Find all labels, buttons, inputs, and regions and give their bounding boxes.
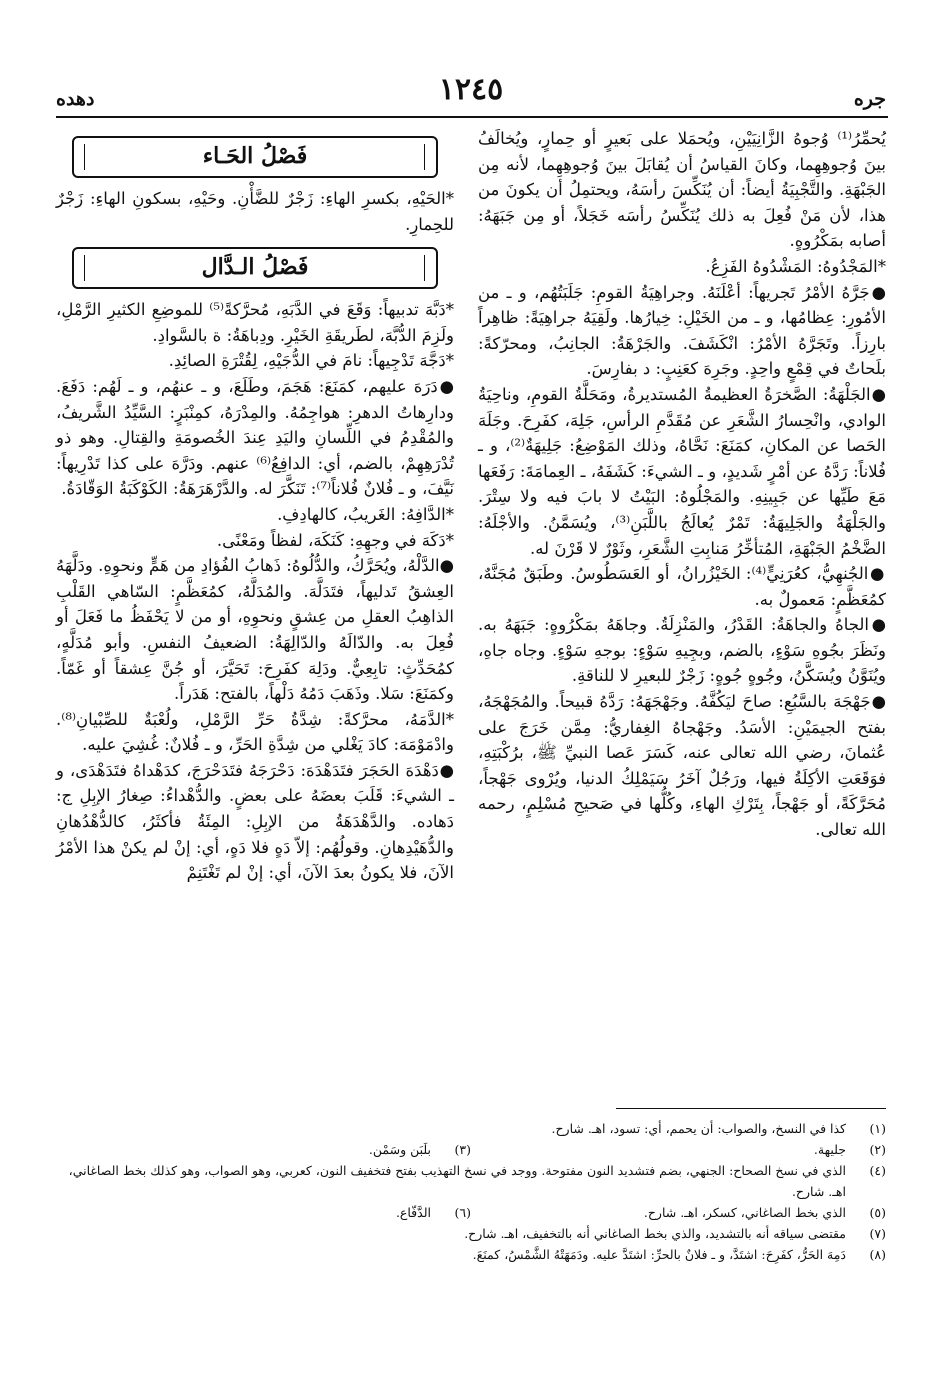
entry-paragraph: *دَجَّهَ تَدْجِيهاً: نامَ في الدُّجَيْهِ، لِقُتْرَةِ الصائِدِ. xyxy=(168,351,454,371)
header-rule xyxy=(56,116,888,118)
entry-paragraph: *دَكَهَ في وجهِهِ: كَنَكَهَ، لفظاً ومَعْنًى. xyxy=(216,530,454,550)
section-heading-ha: فَصْلُ الحَـاء xyxy=(72,136,438,178)
entry-paragraph: *الدَّافِهُ: الغَريبُ، كالهادِفِ. xyxy=(277,504,454,524)
footnote xyxy=(56,1223,886,1244)
footnote-number: (١) xyxy=(869,1121,886,1136)
entry-paragraph: ●جَرَّهُ الأمْرُ تَجريهاً: أعْلَنَهُ. وجراهِيَةُ القومِ: جَلَبَتُهُم، و ـ من الأمُورِ: عِظامُها، و ـ من الخَيْلِ: خِيارُها. ولَقِيَهُ جراهِيَةً: ظاهِراً بارِزاً. وتَجَرَّهُ الأمْرُ: انْكَشَفَ. والجَرْهَةُ: الجانِبُ، ومحرّكةً: بلَحاتٌ في قِمْعٍ واحِدٍ. وجَرِهَ كعَنِبٍ: د بفارِسَ. xyxy=(478,282,886,379)
footnote-text: بلَبَن وسَمْن. xyxy=(368,1142,431,1157)
entry-paragraph: ●الجَلْهَةُ: الصَّخرَةُ العظيمةُ المُستديرةُ، ومَحَلَّةُ القومِ، وناحِيَةُ الوادي، وانْحِسارُ الشَّعَرِ عن مُقَدَّمِ الرأسِ، جَلِهَ، كفَرِحَ. وجَلَهَ الحَصا عن المكانِ، كمَنَعَ: نَحَّاهُ، وذلك المَوْضِعُ: جَلِيهَةٌ⁽²⁾، و ـ فُلاناً: رَدَّهُ عن أمْرٍ شَديدٍ، و ـ الشيءَ: كَشَفَهُ، ـ العِمامَةَ: رَفَعَها مَعَ طَيِّها عن جَبِينِهِ. والمَجْلُوهُ: البَيْتُ لا بابَ فيه ولا سِتْرَ. والجَلْهَةُ والجَلِيهَةُ: تَمْرٌ يُعالَجُ باللَّبَنِ⁽³⁾، ويُسَمَّنُ. والأجْلَهُ: الضَّخْمُ الجَبْهَةِ، المُتأخِّرُ مَنابِتِ الشَّعَرِ، وثَوْرٌ لا قَرْنَ له. xyxy=(478,384,886,558)
footnote-pair xyxy=(56,1139,886,1160)
footnote-number: (٨) xyxy=(869,1247,886,1262)
entry-paragraph: *دَبَّهَ تدبيهاً: وَقَعَ في الدَّبَهِ، مُحرَّكةً⁽⁵⁾ للموضِعِ الكثيرِ الرَّمْلِ، ولَزِمَ الدُّبَّهَ، لطَريقَةِ الخَيْرِ. ودِباهَةُ: ة بالسَّوادِ. xyxy=(56,300,455,345)
header-catchword-right: جره xyxy=(853,88,886,110)
entry-paragraph: *الدَّمَهُ، محرَّكةً: شِدَّةُ حَرِّ الرَّمْلِ، ولُعْبَةٌ للصِّبْيانِ⁽⁸⁾. وادْمَوْمَهَ: كادَ يَغْلي من شِدَّةِ الحَرِّ، و ـ فُلانٌ: غُشِيَ عليه. xyxy=(56,709,454,755)
footnote-text: مقتضى سياقه أنه بالتشديد، والذي بخط الصاغاني أنه بالتخفيف، اهـ. شارح. xyxy=(464,1226,846,1241)
footnote-number: (٦) xyxy=(454,1205,471,1220)
footnote xyxy=(56,1244,886,1265)
footnote xyxy=(56,1118,886,1139)
entry-paragraph: *المَجْدُوهُ: المَشْدُوهُ الفَزِعُ. xyxy=(705,256,886,276)
page-number: ١٢٤٥ xyxy=(438,72,504,107)
footnote-text: جليهة. xyxy=(813,1142,846,1157)
left-column xyxy=(56,126,454,886)
footnote-number: (٥) xyxy=(869,1205,886,1220)
page-header xyxy=(56,70,886,110)
entry-paragraph: ●الجُنهِيُّ، كعُرَنِيٍّ⁽⁴⁾: الخَيْزُرانُ، أو العَسَطُوسُ. وطَبَقٌ مُجَنَّهٌ، كمُعَظَّمٍ: مَعمولٌ به. xyxy=(478,564,886,609)
footnote-text: الذي في نسخ الصحاح: الجنهي، بضم فتشديد النون مفتوحة. ووجد في نسخ التهذيب بفتح فتخفيف النون، كعربي، وهو الصواب، وهو كذلك بخط الصاغاني، اهـ. شارح. xyxy=(68,1163,846,1199)
footnote-text: كذا في النسخ، والصواب: أن يحمم، أي: تسود، اهـ. شارح. xyxy=(551,1121,846,1136)
footnote-text: الذي بخط الصاغاني، كسكر، اهـ. شارح. xyxy=(643,1205,846,1220)
footnote-rule xyxy=(616,1108,886,1109)
header-catchword-left: دهده xyxy=(56,88,95,110)
entry-paragraph: *الحَيْهِ، بكسرِ الهاءِ: زَجْرٌ للضَّأْنِ. وحَيْهِ، بسكونِ الهاءِ: زَجْرٌ للحِمارِ. xyxy=(56,189,454,234)
right-column xyxy=(478,126,886,843)
section-heading-dal: فَصْلُ الـدَّال xyxy=(72,247,438,289)
footnote xyxy=(56,1160,886,1202)
footnote-number: (٤) xyxy=(869,1163,886,1178)
footnote-text: الدَّفّاع. xyxy=(395,1205,431,1220)
footnote-number: (٣) xyxy=(454,1142,471,1157)
footnotes xyxy=(56,1118,886,1265)
footnote-number: (٧) xyxy=(869,1226,886,1241)
footnote-number: (٢) xyxy=(869,1142,886,1157)
entry-paragraph: ●الجاهُ والجاهَةُ: القَدْرُ، والمَنْزِلَةُ. وجاهَهُ بمَكْرُوهٍ: جَبَهَهُ به. ونَظَرَ بجُوهِ سَوْءٍ، بالضم، وبجِيهِ سَوْءٍ: بوجهِ سَوْءٍ. وجاه جاهِ، ويُنَوَّنُ ويُسَكَّنُ، وجُوهٍ جُوهٍ: زَجْرٌ للبعيرِ لا للناقةِ. xyxy=(478,615,886,686)
entry-paragraph: ●جَهْجَهَ بالسَّبُعِ: صاحَ ليَكُفَّهُ. وجَهْجَهَهُ: رَدَّهُ قبيحاً. والمُجَهْجَهُ، بفتح الجيمَيْنِ: الأسَدُ. وجَهْجاهُ الغِفاريُّ: مِمَّن خَرَجَ على عُثمانَ، رضي الله تعالى عنه، كَسَرَ عَصا النبيِّ ﷺ، برُكْبَتِهِ، فوَقَعَتِ الأكِلَةُ فيها، ورَجُلٌ آخَرُ سَيَمْلِكُ الدنيا، ويُرْوى جَهْجاً، مُحَرَّكَةً، أو جَهْجاً، بِتَرْكِ الهاءِ، وكُلُّها في صَحيحِ مُسْلِمٍ، رحمه الله تعالى. xyxy=(478,692,886,840)
entry-paragraph: ●الدَّلْهُ، ويُحَرَّكُ، والدُّلُوهُ: ذَهابُ الفُؤادِ من هَمٍّ ونحوِهِ. ودَلَّهَهُ العِشقُ تَدليهاً، فتَدَلَّهَ. والمُدَلَّهُ، كمُعَظَّمٍ: السّاهي القَلْبِ الذاهِبُ العقلِ من عِشقٍ ونحوِهِ، أو من لا يَحْفَظُ ما فَعَلَ أو فُعِلَ به. والدّالَهُ والدّالِهَةُ: الضعيفُ النفسِ. وأبو مُدَلَّهٍ، كمُحَدِّثٍ: تابِعِيٌّ. ودَلِهَ كفَرِحَ: تَحَيَّرَ، أو جُنَّ عِشقاً أو غَمّاً. وكمَنَعَ: سَلا. وذَهَبَ دَمُهُ دَلْهاً، بالفتح: هَدَراً. xyxy=(56,556,454,704)
entry-paragraph: يُحمِّرُ⁽¹⁾ وُجوهُ الزَّانِيَيْنِ، ويُحمَلا على بَعيرٍ أو حِمارٍ، ويُخالَفُ بينَ وُجوهِهِما، وكانَ القياسُ أن يُقابَلَ بينَ وُجوهِهِما، لأنه مِن الجَبْهَةِ. والتَّجْبِيَةُ أيضاً: أن يُنَكِّسَ رأسَهُ، ويحتمِلُ أن يكونَ من هذا، لأن مَنْ فُعِلَ به ذلك يُنَكِّسُ رأسَه خَجَلاً، أو مِن جَبَهَهُ: أصابه بمَكْرُوهٍ. xyxy=(478,129,886,251)
entry-paragraph: ●دَرَهَ عليهم، كمَنَعَ: هَجَمَ، وطَلَعَ، و ـ عنهُم، و ـ لَهُم: دَفَعَ. ودارِهاتُ الدهرِ: هواجِمُهُ. والمِدْرَهُ، كمِنْبَرٍ: السَّيِّدُ الشَّريفُ، والمُقْدِمُ في اللِّسانِ واليَدِ عِندَ الخُصومَةِ والقِتالِ. وهو ذو تُدْرَهِهِمْ، بالضم، أي: الدافِعُ⁽⁶⁾ عنهم. ودَرَّهَ على كذا تَدْرِيهاً: نَيَّفَ، و ـ فُلانٌ فُلاناً⁽⁷⁾: تَنَكَّرَ له. والدَّرْهَرَهَةُ: الكَوْكَبَةُ الوَقّادَةُ. xyxy=(56,376,454,499)
footnote-text: دَمِهَ الحَرُّ، كفَرِحَ: اشتَدَّ، و ـ فلانٌ بالحرِّ: اشتَدَّ عليه. ودَمَهَتْهُ الشَّمْسُ، كمنَعَ. xyxy=(472,1247,846,1262)
footnote-pair xyxy=(56,1202,886,1223)
entry-paragraph: ●دَهْدَهَ الحَجَرَ فتَدَهْدَهَ: دَحْرَجَهُ فتَدَحْرَجَ، كدَهْداهُ فتَدَهْدَى، و ـ الشيءَ: قَلَبَ بعضَهُ على بعضٍ. والدُّهْداءُ: صِغارُ الإبِلِ ج: دَهاده. والدَّهْدَهَةُ من الإبِلِ: المِئَةُ فأكثَرُ، كالدُّهْدُهانِ والدُّهَيْدِهانِ. وقولُهُم: إلاّ دَهٍ فلا دَهٍ، أي: إنْ لم يكنْ هذا الأمْرُ الآنَ، فلا يكونُ بعدَ الآنَ، أي: إنْ لم تَغْتَنِمْ xyxy=(56,760,454,883)
